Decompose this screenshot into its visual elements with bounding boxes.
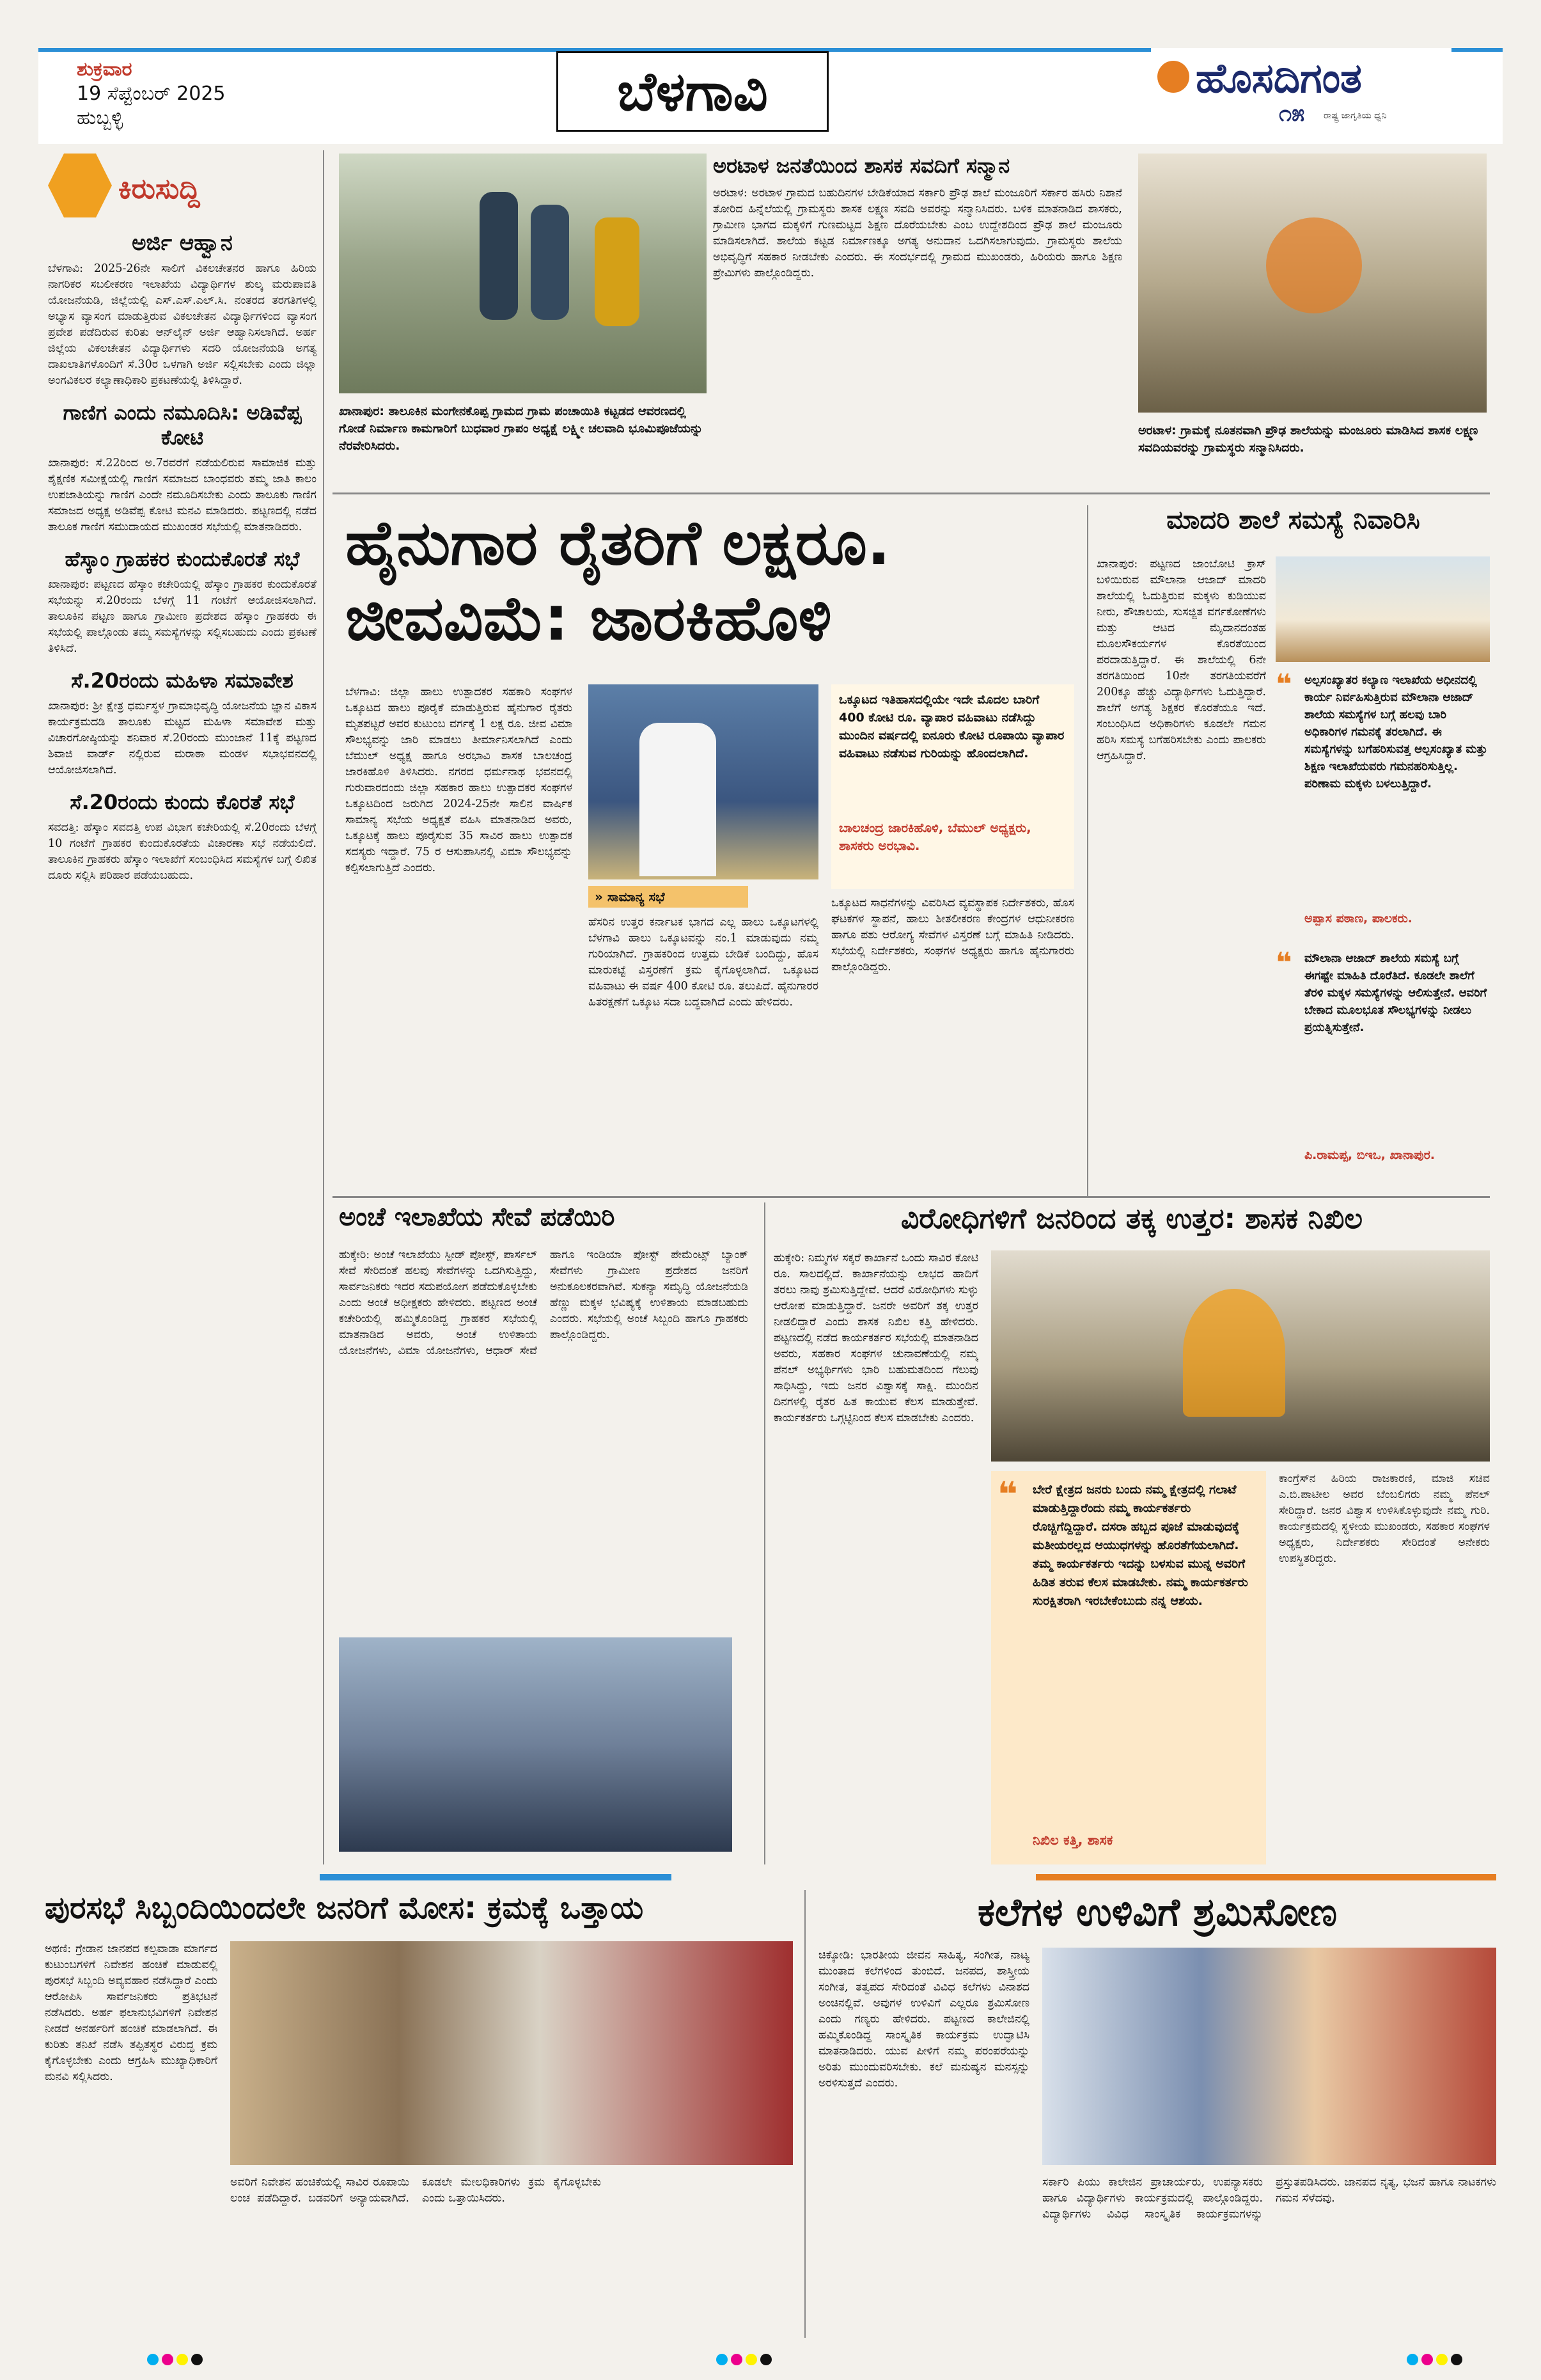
brief-body: ಸವದತ್ತಿ: ಹೆಸ್ಕಾಂ ಸವದತ್ತಿ ಉಪ ವಿಭಾಗ ಕಚೇರಿಯಲ್ಲಿ ಸೆ.20ರಂದು ಬೆಳಗ್ಗೆ 10 ಗಂಟೆಗೆ ಗ್ರಾಹಕರ ಕುಂದುಕೊರತೆಯ ವಿಚಾರಣಾ ಸಭೆ ನಡೆಯಲಿದೆ. ತಾಲೂಕಿನ ಗ್ರಾಹಕರು ಹೆಸ್ಕಾಂ ಇಲಾಖೆಗೆ ಸಂಬಂಧಿಸಿದ ಸಮಸ್ಯೆಗಳ ಬಗ್ಗೆ ಲಿಖಿತ ದೂರು ಸಲ್ಲಿಸಿ ಪರಿಹಾರ ಪಡೆಯಬಹುದು. (48, 821, 317, 882)
quote-text: ಅಲ್ಪಸಂಖ್ಯಾತರ ಕಲ್ಯಾಣ ಇಲಾಖೆಯ ಅಧೀನದಲ್ಲಿ ಕಾರ್ಯ ನಿರ್ವಹಿಸುತ್ತಿರುವ ಮೌಲಾನಾ ಆಜಾದ್ ಶಾಲೆಯ ಸಮಸ್ಯೆಗಳ ಬಗ್ಗೆ ಹಲವು ಬಾರಿ ಅಧಿಕಾರಿಗಳ ಗಮನಕ್ಕೆ ತರಲಾಗಿದೆ. ಈ ಸಮಸ್ಯೆಗಳನ್ನು ಬಗೆಹರಿಸುವತ್ತ ಆಲ್ಪಸಂಖ್ಯಾತ ಮತ್ತು ಶಿಕ್ಷಣ ಇಲಾಖೆಯವರು ಗಮನಹರಿಸುತ್ತಿಲ್ಲ. ಪರಿಣಾಮ ಮಕ್ಕಳು ಬಳಲುತ್ತಿದ್ದಾರೆ. (1304, 674, 1488, 791)
flame-icon (1157, 61, 1189, 93)
column-divider (323, 150, 324, 1864)
nikhil-quote-box (991, 1471, 1266, 1864)
brief-body: ಬೆಳಗಾವಿ: 2025-26ನೇ ಸಾಲಿಗೆ ವಿಕಲಚೇತನರ ಹಾಗೂ ಹಿರಿಯ ನಾಗರಿಕರ ಸಬಲೀಕರಣ ಇಲಾಖೆಯ ವಿದ್ಯಾರ್ಥಿಗಳ ಶುಲ್ಕ ಮರುಪಾವತಿ ಯೋಜನೆಯಡಿ, ಜಿಲ್ಲೆಯಲ್ಲಿ ಎಸ್.ಎಸ್.ಎಲ್.ಸಿ. ನಂತರದ ತರಗತಿಗಳಲ್ಲಿ ಅಭ್ಯಾಸ ವ್ಯಾಸಂಗ ಮಾಡುತ್ತಿರುವ ವಿಕಲಚೇತನ ವಿದ್ಯಾರ್ಥಿಗಳಿಂದ ವ್ಯಾಸಂಗ ಪ್ರವೇಶ ಪಡೆದಿರುವ ಕುರಿತು ಆನ್‌ಲೈನ್ ಅರ್ಜಿ ಆಹ್ವಾನಿಸಲಾಗಿದೆ. ಅರ್ಹ ಜಿಲ್ಲೆಯ ವಿಕಲಚೇತನ ವಿದ್ಯಾರ್ಥಿಗಳು ಸದರಿ ಯೋಜನೆಯಡಿ ಅಗತ್ಯ ದಾಖಲಾತಿಗಳೊಂದಿಗೆ ಸೆ.30ರ ಒಳಗಾಗಿ ಅರ್ಜಿ ಸಲ್ಲಿಸಬೇಕು ಎಂದು ಜಿಲ್ಲಾ ಅಂಗವಿಕಲರ ಕಲ್ಯಾಣಾಧಿಕಾರಿ ಪ್ರಕಟಣೆಯಲ್ಲಿ ತಿಳಿಸಿದ್ದಾರೆ. (48, 262, 317, 387)
tag-arrows-icon: » (595, 889, 607, 904)
quote-icon: ❝ (1276, 668, 1292, 701)
section-rule (332, 1196, 1490, 1198)
weekday: ಶುಕ್ರವಾರ (77, 58, 132, 81)
brief-body: ಖಾನಾಪುರ: ಶ್ರೀ ಕ್ಷೇತ್ರ ಧರ್ಮಸ್ಥಳ ಗ್ರಾಮಾಭಿವೃದ್ಧಿ ಯೋಜನೆಯ ಜ್ಞಾನ ವಿಕಾಸ ಕಾರ್ಯಕ್ರಮದಡಿ ತಾಲೂಕು ಮಟ್ಟದ ಮಹಿಳಾ ಸಮಾವೇಶ ಮತ್ತು ವಿಚಾರಗೋಷ್ಠಿಯನ್ನು ಶನಿವಾರ ಸೆ.20ರಂದು ಮುಂಜಾನೆ 11ಕ್ಕೆ ಪಟ್ಟಣದ ಶಿವಾಜಿ ವಾರ್ಡ್ ನಲ್ಲಿರುವ ಮರಾಠಾ ಮಂಡಳ ಸಭಾಭವನದಲ್ಲಿ ಆಯೋಜಿಸಲಾಗಿದೆ. (48, 700, 317, 776)
photo-caption: ಅರಟಾಳ: ಗ್ರಾಮಕ್ಕೆ ನೂತನವಾಗಿ ಪ್ರೌಢ ಶಾಲೆಯನ್ನು ಮಂಜೂರು ಮಾಡಿಸಿದ ಶಾಸಕ ಲಕ್ಷ್ಮಣ ಸವದಿಯವರನ್ನು ಗ್ರಾಮಸ್ಥರು ಸನ್ಮಾನಿಸಿದರು. (1138, 423, 1478, 455)
nikhil-headline: ವಿರೋಧಿಗಳಿಗೆ ಜನರಿಂದ ತಕ್ಕ ಉತ್ತರ: ಶಾಸಕ ನಿಖಿಲ (901, 1202, 1363, 1235)
municipality-body: ಅಥಣಿ: ಗ್ರೇಡಾನ ಜಾನಪದ ಕಲ್ಪವಾಡಾ ಮಾರ್ಗದ ಕುಟುಂಬಗಳಿಗೆ ನಿವೇಶನ ಹಂಚಿಕೆ ಮಾಡುವಲ್ಲಿ ಪುರಸಭೆ ಸಿಬ್ಬಂದಿ ಅವ್ಯವಹಾರ ನಡೆಸಿದ್ದಾರೆ ಎಂದು ಆರೋಪಿಸಿ ಸಾರ್ವಜನಿಕರು ಪ್ರತಿಭಟನೆ ನಡೆಸಿದರು. ಅರ್ಹ ಫಲಾನುಭವಿಗಳಿಗೆ ನಿವೇಶನ ನೀಡದೆ ಅನರ್ಹರಿಗೆ ಹಂಚಿಕೆ ಮಾಡಲಾಗಿದೆ. ಈ ಕುರಿತು ತನಿಖೆ ನಡೆಸಿ ತಪ್ಪಿತಸ್ಥರ ವಿರುದ್ಧ ಕ್ರಮ ಕೈಗೊಳ್ಳಬೇಕು ಎಂದು ಆಗ್ರಹಿಸಿ ಮುಖ್ಯಾಧಿಕಾರಿಗೆ ಮನವಿ ಸಲ್ಲಿಸಿದರು. (45, 1943, 217, 2083)
photo-caption: ಖಾನಾಪುರ: ತಾಲೂಕಿನ ಮಂಗೇನಕೊಪ್ಪ ಗ್ರಾಮದ ಗ್ರಾಮ ಪಂಚಾಯಿತಿ ಕಟ್ಟಡದ ಆವರಣದಲ್ಲಿ ಗೋಡೆ ನಿರ್ಮಾಣ ಕಾಮಗಾರಿಗೆ ಬುಧವಾರ ಗ್ರಾಪಂ ಅಧ್ಯಕ್ಷೆ ಲಕ್ಷ್ಮೀ ಚಲವಾದಿ ಭೂಮಿಪೂಜೆಯನ್ನು ನೆರವೇರಿಸಿದರು. (339, 404, 703, 453)
quote-attribution: ಅಪ್ಪಾಸ ಪಠಾಣ, ಪಾಲಕರು. (1304, 911, 1412, 926)
photo-meeting (588, 684, 818, 879)
brief-item (48, 400, 317, 535)
edition-place: ಹುಬ್ಬಳ್ಳಿ (77, 107, 123, 129)
photo-felicitation (1138, 154, 1487, 413)
photo-school-building (1276, 556, 1490, 662)
color-bar-orange (1036, 1874, 1496, 1880)
tagline: ರಾಷ್ಟ್ರ ಜಾಗೃತಿಯ ಧ್ವನಿ (1324, 111, 1387, 121)
quote-text: ಬೇರೆ ಕ್ಷೇತ್ರದ ಜನರು ಬಂದು ನಮ್ಮ ಕ್ಷೇತ್ರದಲ್ಲಿ ಗಲಾಟೆ ಮಾಡುತ್ತಿದ್ದಾರೆಂದು ನಮ್ಮ ಕಾರ್ಯಕರ್ತರು ರೊಚ್ಚಿಗೆದ್ದಿದ್ದಾರೆ. ದಸರಾ ಹಬ್ಬದ ಪೂಜೆ ಮಾಡುವುದಕ್ಕೆ ಮತೀಯರಲ್ಲದ ಆಯುಧಗಳನ್ನು ಹೊರತೆಗೆಯಲಾಗಿದೆ. ತಮ್ಮ ಕಾರ್ಯಕರ್ತರು ಇದನ್ನು ಬಳಸುವ ಮುನ್ನ ಅವರಿಗೆ ಹಿಡಿತ ತರುವ ಕೆಲಸ ಮಾಡಬೇಕು. ನಮ್ಮ ಕಾರ್ಯಕರ್ತರು ಸುರಕ್ಷಿತರಾಗಿ ಇರಬೇಕೆಂಬುದು ನನ್ನ ಆಶಯ. (1033, 1483, 1248, 1608)
quote-box-parent (1276, 668, 1490, 926)
school-body: ಖಾನಾಪುರ: ಪಟ್ಟಣದ ಜಾಂಬೋಟಿ ಕ್ರಾಸ್ ಬಳಿಯಿರುವ ಮೌಲಾನಾ ಆಜಾದ್ ಮಾದರಿ ಶಾಲೆಯಲ್ಲಿ ಓದುತ್ತಿರುವ ಮಕ್ಕಳು ಕುಡಿಯುವ ನೀರು, ಶೌಚಾಲಯ, ಸುಸಜ್ಜಿತ ವರ್ಗಕೋಣೆಗಳು ಮತ್ತು ಆಟದ ಮೈದಾನದಂತಹ ಮೂಲಸೌಕರ್ಯಗಳ ಕೊರತೆಯಿಂದ ಪರದಾಡುತ್ತಿದ್ದಾರೆ. ಈ ಶಾಲೆಯಲ್ಲಿ 6ನೇ ತರಗತಿಯಿಂದ 10ನೇ ತರಗತಿಯವರೆಗೆ 200ಕ್ಕೂ ಹೆಚ್ಚು ವಿದ್ಯಾರ್ಥಿಗಳು ಓದುತ್ತಿದ್ದಾರೆ. ಶಾಲೆಗೆ ಅಗತ್ಯ ಶಿಕ್ಷಕರ ಕೊರತೆಯೂ ಇದೆ. ಸಂಬಂಧಿಸಿದ ಅಧಿಕಾರಿಗಳು ಕೂಡಲೇ ಗಮನ ಹರಿಸಿ ಸಮಸ್ಯೆ ಬಗೆಹರಿಸಬೇಕು ಎಂದು ಪಾಲಕರು ಆಗ್ರಹಿಸಿದ್ದಾರೆ. (1097, 558, 1266, 762)
brief-title: ಹೆಸ್ಕಾಂ ಗ್ರಾಹಕರ ಕುಂದುಕೊರತೆ ಸಭೆ (65, 547, 300, 571)
kirusuddi-label: ಕಿರುಸುದ್ದಿ (118, 173, 200, 205)
quote-icon: ❝ (1276, 947, 1292, 979)
quote-icon: ❝ (997, 1474, 1018, 1515)
registration-marks (716, 2354, 775, 2368)
brief-item (48, 230, 317, 389)
brief-item (48, 547, 317, 657)
page-number: ೧೫ (1279, 100, 1305, 127)
column-divider (764, 1202, 765, 1864)
photo-groundbreaking (339, 154, 707, 393)
column-divider (1087, 505, 1088, 1196)
post-headline: ಅಂಚೆ ಇಲಾಖೆಯ ಸೇವೆ ಪಡೆಯಿರಿ (339, 1202, 615, 1232)
registration-marks (1407, 2354, 1466, 2368)
municipality-headline: ಪುರಸಭೆ ಸಿಬ್ಬಂದಿಯಿಂದಲೇ ಜನರಿಗೆ ಮೋಸ: ಕ್ರಮಕ್ಕೆ ಒತ್ತಾಯ (45, 1890, 644, 1926)
quote-attribution: ನಿಖಿಲ ಕತ್ತಿ, ಶಾಸಕ (1033, 1832, 1113, 1848)
brief-item (48, 790, 317, 884)
kirusuddi-list (48, 230, 317, 884)
brief-title: ಅರ್ಜಿ ಆಹ್ವಾನ (132, 230, 233, 256)
registration-marks (147, 2354, 206, 2368)
arts-body-2: ಸರ್ಕಾರಿ ಪಿಯು ಕಾಲೇಜಿನ ಪ್ರಾಚಾರ್ಯರು, ಉಪನ್ಯಾಸಕರು ಹಾಗೂ ವಿದ್ಯಾರ್ಥಿಗಳು ಕಾರ್ಯಕ್ರಮದಲ್ಲಿ ಪಾಲ್ಗೊಂಡಿದ್ದರು. ವಿದ್ಯಾರ್ಥಿಗಳು ವಿವಿಧ ಸಾಂಸ್ಕೃತಿಕ ಕಾರ್ಯಕ್ರಮಗಳನ್ನು ಪ್ರಸ್ತುತಪಡಿಸಿದರು. ಜಾನಪದ ನೃತ್ಯ, ಭಜನೆ ಹಾಗೂ ನಾಟಕಗಳು ಗಮನ ಸೆಳೆದವು. (1042, 2176, 1496, 2221)
photo-tag-label: ಸಾಮಾನ್ಯ ಸಭೆ (607, 889, 665, 904)
story-body: ಅರಟಾಳ: ಅರಟಾಳ ಗ್ರಾಮದ ಬಹುದಿನಗಳ ಬೇಡಿಕೆಯಾದ ಸರ್ಕಾರಿ ಪ್ರೌಢ ಶಾಲೆ ಮಂಜೂರಿಗೆ ಸರ್ಕಾರ ಹಸಿರು ನಿಶಾನೆ ತೋರಿದ ಹಿನ್ನೆಲೆಯಲ್ಲಿ ಗ್ರಾಮಸ್ಥರು ಶಾಸಕ ಲಕ್ಷ್ಮಣ ಸವದಿ ಅವರನ್ನು ಸನ್ಮಾನಿಸಿದರು. ಬಳಿಕ ಮಾತನಾಡಿದ ಶಾಸಕರು, ಗ್ರಾಮೀಣ ಭಾಗದ ಮಕ್ಕಳಿಗೆ ಗುಣಮಟ್ಟದ ಶಿಕ್ಷಣ ದೊರೆಯಬೇಕು ಎಂಬ ಉದ್ದೇಶದಿಂದ ಪ್ರೌಢ ಶಾಲೆ ಮಂಜೂರು ಮಾಡಿಸಲಾಗಿದೆ. ಶಾಲೆಯ ಕಟ್ಟಡ ನಿರ್ಮಾಣಕ್ಕೂ ಅಗತ್ಯ ಅನುದಾನ ಒದಗಿಸಲಾಗುವುದು. ಗ್ರಾಮಸ್ಥರು ಶಾಲೆಯ ಅಭಿವೃದ್ಧಿಗೆ ಸಹಕಾರ ನೀಡಬೇಕು ಎಂದರು. ಈ ಸಂದರ್ಭದಲ್ಲಿ ಗ್ರಾಮದ ಮುಖಂಡರು, ಹಿರಿಯರು ಹಾಗೂ ಶಿಕ್ಷಣ ಪ್ರೇಮಿಗಳು ಪಾಲ್ಗೊಂಡಿದ್ದರು. (713, 187, 1122, 280)
column-divider (804, 1890, 806, 2338)
lead-headline: ಹೈನುಗಾರ ರೈತರಿಗೆ ಲಕ್ಷರೂ. ಜೀವವಿಮೆ: ಜಾರಕಿಹೊಳಿ (345, 507, 891, 654)
photo-protest (230, 1941, 793, 2165)
quote-attribution: ಪಿ.ರಾಮಪ್ಪ, ಬಿಇಒ, ಖಾನಾಪುರ. (1304, 1148, 1435, 1162)
nikhil-body: ಹುಕ್ಕೇರಿ: ನಿಮ್ಮಗಳ ಸಕ್ಕರೆ ಕಾರ್ಖಾನೆ ಒಂದು ಸಾವಿರ ಕೋಟಿ ರೂ. ಸಾಲದಲ್ಲಿದೆ. ಕಾರ್ಖಾನೆಯನ್ನು ಲಾಭದ ಹಾದಿಗೆ ತರಲು ನಾವು ಶ್ರಮಿಸುತ್ತಿದ್ದೇವೆ. ಆದರೆ ವಿರೋಧಿಗಳು ಸುಳ್ಳು ಆರೋಪ ಮಾಡುತ್ತಿದ್ದಾರೆ. ಜನರೇ ಅವರಿಗೆ ತಕ್ಕ ಉತ್ತರ ನೀಡಲಿದ್ದಾರೆ ಎಂದು ಶಾಸಕ ನಿಖಿಲ ಕತ್ತಿ ಹೇಳಿದರು. ಪಟ್ಟಣದಲ್ಲಿ ನಡೆದ ಕಾರ್ಯಕರ್ತರ ಸಭೆಯಲ್ಲಿ ಮಾತನಾಡಿದ ಅವರು, ಸಹಕಾರ ಸಂಘಗಳ ಚುನಾವಣೆಯಲ್ಲಿ ನಮ್ಮ ಪೆನಲ್ ಅಭ್ಯರ್ಥಿಗಳು ಭಾರಿ ಬಹುಮತದಿಂದ ಗೆಲುವು ಸಾಧಿಸಿದ್ದು, ಇದು ಜನರ ವಿಶ್ವಾಸಕ್ಕೆ ಸಾಕ್ಷಿ. ಮುಂದಿನ ದಿನಗಳಲ್ಲಿ ರೈತರ ಹಿತ ಕಾಯುವ ಕೆಲಸ ಮಾಡುತ್ತೇವೆ. ಕಾರ್ಯಕರ್ತರು ಒಗ್ಗಟ್ಟಿನಿಂದ ಕೆಲಸ ಮಾಡಬೇಕು ಎಂದರು. (774, 1252, 978, 1424)
brief-title: ಸೆ.20ರಂದು ಕುಂದು ಕೊರತೆ ಸಭೆ (70, 790, 295, 814)
hand-icon (48, 154, 112, 217)
brief-title: ಸೆ.20ರಂದು ಮಹಿಳಾ ಸಮಾವೇಶ (71, 668, 293, 693)
date-box (77, 58, 226, 130)
post-body: ಹುಕ್ಕೇರಿ: ಅಂಚೆ ಇಲಾಖೆಯು ಸ್ಪೀಡ್ ಪೋಸ್ಟ್, ಪಾರ್ಸಲ್ ಸೇವೆ ಸೇರಿದಂತೆ ಹಲವು ಸೇವೆಗಳನ್ನು ಒದಗಿಸುತ್ತಿದ್ದು, ಸಾರ್ವಜನಿಕರು ಇದರ ಸದುಪಯೋಗ ಪಡೆದುಕೊಳ್ಳಬೇಕು ಎಂದು ಅಂಚೆ ಅಧೀಕ್ಷಕರು ಹೇಳಿದರು. ಪಟ್ಟಣದ ಅಂಚೆ ಕಚೇರಿಯಲ್ಲಿ ಹಮ್ಮಿಕೊಂಡಿದ್ದ ಗ್ರಾಹಕರ ಸಭೆಯಲ್ಲಿ ಮಾತನಾಡಿದ ಅವರು, ಅಂಚೆ ಉಳಿತಾಯ ಯೋಜನೆಗಳು, ವಿಮಾ ಯೋಜನೆಗಳು, ಆಧಾರ್ ಸೇವೆ ಹಾಗೂ ಇಂಡಿಯಾ ಪೋಸ್ಟ್ ಪೇಮೆಂಟ್ಸ್ ಬ್ಯಾಂಕ್ ಸೇವೆಗಳು ಗ್ರಾಮೀಣ ಪ್ರದೇಶದ ಜನರಿಗೆ ಅನುಕೂಲಕರವಾಗಿವೆ. ಸುಕನ್ಯಾ ಸಮೃದ್ಧಿ ಯೋಜನೆಯಡಿ ಹೆಣ್ಣು ಮಕ್ಕಳ ಭವಿಷ್ಯಕ್ಕೆ ಉಳಿತಾಯ ಮಾಡಬಹುದು ಎಂದರು. ಸಭೆಯಲ್ಲಿ ಅಂಚೆ ಸಿಬ್ಬಂದಿ ಹಾಗೂ ಗ್ರಾಹಕರು ಪಾಲ್ಗೊಂಡಿದ್ದರು. (339, 1249, 748, 1357)
section-rule (332, 493, 1490, 494)
section-title: ಬೆಳಗಾವಿ (556, 51, 829, 132)
brand-name: ಹೊಸದಿಗಂತ (1196, 54, 1362, 102)
lead-pullquote (831, 684, 1074, 889)
arts-body: ಚಿಕ್ಕೋಡಿ: ಭಾರತೀಯ ಜೀವನ ಸಾಹಿತ್ಯ, ಸಂಗೀತ, ನಾಟ್ಯ ಮುಂತಾದ ಕಲೆಗಳಿಂದ ತುಂಬಿದೆ. ಜನಪದ, ಶಾಸ್ತ್ರೀಯ ಸಂಗೀತ, ತತ್ವಪದ ಸೇರಿದಂತೆ ವಿವಿಧ ಕಲೆಗಳು ವಿನಾಶದ ಅಂಚಿನಲ್ಲಿವೆ. ಅವುಗಳ ಉಳಿವಿಗೆ ಎಲ್ಲರೂ ಶ್ರಮಿಸೋಣ ಎಂದು ಗಣ್ಯರು ಹೇಳಿದರು. ಪಟ್ಟಣದ ಕಾಲೇಜಿನಲ್ಲಿ ಹಮ್ಮಿಕೊಂಡಿದ್ದ ಸಾಂಸ್ಕೃತಿಕ ಕಾರ್ಯಕ್ರಮ ಉದ್ಘಾಟಿಸಿ ಮಾತನಾಡಿದರು. ಯುವ ಪೀಳಿಗೆ ನಮ್ಮ ಪರಂಪರೆಯನ್ನು ಅರಿತು ಮುಂದುವರಿಸಬೇಕು. ಕಲೆ ಮನುಷ್ಯನ ಮನಸ್ಸನ್ನು ಅರಳಿಸುತ್ತದೆ ಎಂದರು. (818, 1949, 1029, 2090)
lead-body-3: ಒಕ್ಕೂಟದ ಸಾಧನೆಗಳನ್ನು ವಿವರಿಸಿದ ವ್ಯವಸ್ಥಾಪಕ ನಿರ್ದೇಶಕರು, ಹೊಸ ಘಟಕಗಳ ಸ್ಥಾಪನೆ, ಹಾಲು ಶೀತಲೀಕರಣ ಕೇಂದ್ರಗಳ ಆಧುನೀಕರಣ ಹಾಗೂ ಪಶು ಆರೋಗ್ಯ ಸೇವೆಗಳ ವಿಸ್ತರಣೆ ಬಗ್ಗೆ ಮಾಹಿತಿ ನೀಡಿದರು. ಸಭೆಯಲ್ಲಿ ನಿರ್ದೇಶಕರು, ಸಂಘಗಳ ಅಧ್ಯಕ್ಷರು ಹಾಗೂ ಹೈನುಗಾರರು ಪಾಲ್ಗೊಂಡಿದ್ದರು. (831, 897, 1074, 973)
brief-item (48, 668, 317, 778)
brief-title: ಗಾಣಿಗ ಎಂದು ನಮೂದಿಸಿ: ಅಡಿವೆಪ್ಪ ಕೋಟಿ (63, 400, 302, 450)
nikhil-body-2: ಕಾಂಗ್ರೆಸ್‌ನ ಹಿರಿಯ ರಾಜಕಾರಣಿ, ಮಾಜಿ ಸಚಿವ ಎ.ಬಿ.ಪಾಟೀಲ ಅವರ ಬೆಂಬಲಿಗರು ನಮ್ಮ ಪೆನಲ್ ಸೇರಿದ್ದಾರೆ. ಜನರ ವಿಶ್ವಾಸ ಉಳಿಸಿಕೊಳ್ಳುವುದೇ ನಮ್ಮ ಗುರಿ. ಕಾರ್ಯಕ್ರಮದಲ್ಲಿ ಸ್ಥಳೀಯ ಮುಖಂಡರು, ಸಹಕಾರ ಸಂಘಗಳ ಅಧ್ಯಕ್ಷರು, ನಿರ್ದೇಶಕರು ಸೇರಿದಂತೆ ಅನೇಕರು ಉಪಸ್ಥಿತರಿದ್ದರು. (1279, 1472, 1490, 1565)
photo-tag (588, 886, 748, 908)
logo (1151, 48, 1451, 144)
municipality-body-2: ಅವರಿಗೆ ನಿವೇಶನ ಹಂಚಿಕೆಯಲ್ಲಿ ಸಾವಿರ ರೂಪಾಯಿ ಲಂಚ ಪಡೆದಿದ್ದಾರೆ. ಬಡವರಿಗೆ ಅನ್ಯಾಯವಾಗಿದೆ. ಕೂಡಲೇ ಮೇಲಧಿಕಾರಿಗಳು ಕ್ರಮ ಕೈಗೊಳ್ಳಬೇಕು ಎಂದು ಒತ್ತಾಯಿಸಿದರು. (230, 2176, 601, 2205)
brief-body: ಖಾನಾಪುರ: ಪಟ್ಟಣದ ಹೆಸ್ಕಾಂ ಕಚೇರಿಯಲ್ಲಿ ಹೆಸ್ಕಾಂ ಗ್ರಾಹಕರ ಕುಂದುಕೊರತೆ ಸಭೆಯನ್ನು ಸೆ.20ರಂದು ಬೆಳಗ್ಗೆ 11 ಗಂಟೆಗೆ ಆಯೋಜಿಸಲಾಗಿದೆ. ತಾಲೂಕಿನ ಪಟ್ಟಣ ಹಾಗೂ ಗ್ರಾಮೀಣ ಪ್ರದೇಶದ ಹೆಸ್ಕಾಂ ಗ್ರಾಹಕರು ಈ ಸಭೆಯಲ್ಲಿ ಪಾಲ್ಗೊಂಡು ತಮ್ಮ ಸಮಸ್ಯೆಗಳನ್ನು ಸಲ್ಲಿಸಬಹುದು ಎಂದು ಪ್ರಕಟಣೆ ತಿಳಿಸಿದೆ. (48, 578, 317, 655)
color-bar-blue (320, 1874, 671, 1880)
arts-headline: ಕಲೆಗಳ ಉಳಿವಿಗೆ ಶ್ರಮಿಸೋಣ (977, 1890, 1338, 1935)
photo-nikhil (991, 1250, 1490, 1462)
quote-box-official (1276, 947, 1490, 1190)
story-headline: ಅರಟಾಳ ಜನತೆಯಿಂದ ಶಾಸಕ ಸವದಿಗೆ ಸನ್ಮಾನ (713, 154, 1010, 178)
photo-post-office (339, 1637, 732, 1852)
date: 19 ಸೆಪ್ಟೆಂಬರ್ 2025 (77, 83, 226, 105)
brief-body: ಖಾನಾಪುರ: ಸೆ.22ರಿಂದ ಅ.7ರವರೆಗೆ ನಡೆಯಲಿರುವ ಸಾಮಾಜಿಕ ಮತ್ತು ಶೈಕ್ಷಣಿಕ ಸಮೀಕ್ಷೆಯಲ್ಲಿ ಗಾಣಿಗ ಸಮಾಜದ ಬಾಂಧವರು ತಮ್ಮ ಜಾತಿ ಕಾಲಂ ಉಪಜಾತಿಯನ್ನು ಗಾಣಿಗ ಎಂದೇ ನಮೂದಿಸಬೇಕು ಎಂದು ತಾಲೂಕು ಗಾಣಿಗ ಸಮಾಜದ ಅಧ್ಯಕ್ಷ ಅಡಿವೆಪ್ಪ ಕೋಟಿ ಮನವಿ ಮಾಡಿದರು. ಪಟ್ಟಣದಲ್ಲಿ ನಡೆದ ತಾಲೂಕ ಗಾಣಿಗ ಸಮುದಾಯದ ಮುಖಂಡರ ಸಭೆಯಲ್ಲಿ ಮಾತನಾಡಿದರು. (48, 457, 317, 533)
kirusuddi-header (48, 154, 291, 224)
lead-body-1: ಬೆಳಗಾವಿ: ಜಿಲ್ಲಾ ಹಾಲು ಉತ್ಪಾದಕರ ಸಹಕಾರಿ ಸಂಘಗಳ ಒಕ್ಕೂಟದ ಹಾಲು ಪೂರೈಕೆ ಮಾಡುತ್ತಿರುವ ಹೈನುಗಾರ ರೈತರು ಮೃತಪಟ್ಟರೆ ಅವರ ಕುಟುಂಬ ವರ್ಗಕ್ಕೆ 1 ಲಕ್ಷ ರೂ. ಜೀವ ವಿಮಾ ಸೌಲಭ್ಯವನ್ನು ಜಾರಿ ಮಾಡಲು ತೀರ್ಮಾನಿಸಲಾಗಿದೆ ಎಂದು ಬೆಮುಲ್ ಅಧ್ಯಕ್ಷ ಹಾಗೂ ಅರಭಾವಿ ಶಾಸಕ ಬಾಲಚಂದ್ರ ಜಾರಕಿಹೊಳಿ ತಿಳಿಸಿದರು. ನಗರದ ಧರ್ಮನಾಥ ಭವನದಲ್ಲಿ ಗುರುವಾರದಂದು ಜಿಲ್ಲಾ ಸಹಕಾರ ಹಾಲು ಉತ್ಪಾದಕರ ಸಂಘಗಳ ಒಕ್ಕೂಟದಿಂದ ಜರುಗಿದ 2024-25ನೇ ಸಾಲಿನ ವಾರ್ಷಿಕ ಸಾಮಾನ್ಯ ಸಭೆಯ ಅಧ್ಯಕ್ಷತೆ ವಹಿಸಿ ಮಾತನಾಡಿದ ಅವರು, ಒಕ್ಕೂಟಕ್ಕೆ ಹಾಲು ಪೂರೈಸುವ 35 ಸಾವಿರ ಹಾಲು ಉತ್ಪಾದಕ ಸದಸ್ಯರು ಇದ್ದಾರೆ. 75 ರ ಆಸುಪಾಸಿನಲ್ಲಿ ವಿಮಾ ಸೌಲಭ್ಯವನ್ನು ಕಲ್ಪಿಸಲಾಗುತ್ತಿದೆ ಎಂದರು. (345, 686, 572, 874)
pullquote-attribution: ಬಾಲಚಂದ್ರ ಜಾರಕಿಹೊಳಿ, ಬೆಮುಲ್ ಅಧ್ಯಕ್ಷರು, ಶಾಸಕರು ಅರಭಾವಿ. (839, 820, 1031, 853)
photo-cultural-event (1042, 1948, 1496, 2165)
lead-body-2: ಹೆಸರಿನ ಉತ್ತರ ಕರ್ನಾಟಕ ಭಾಗದ ಎಲ್ಲ ಹಾಲು ಒಕ್ಕೂಟಗಳಲ್ಲಿ ಬೆಳಗಾವಿ ಹಾಲು ಒಕ್ಕೂಟವನ್ನು ನಂ.1 ಮಾಡುವುದು ನಮ್ಮ ಗುರಿಯಾಗಿದೆ. ಗ್ರಾಹಕರಿಂದ ಉತ್ತಮ ಬೇಡಿಕೆ ಬಂದಿದ್ದು, ಹೊಸ ಮಾರುಕಟ್ಟೆ ವಿಸ್ತರಣೆಗೆ ಕ್ರಮ ಕೈಗೊಳ್ಳಲಾಗಿದೆ. ಒಕ್ಕೂಟದ ವಹಿವಾಟು ಈ ವರ್ಷ 400 ಕೋಟಿ ರೂ. ತಲುಪಿದೆ. ಹೈನುಗಾರರ ಹಿತರಕ್ಷಣೆಗೆ ಒಕ್ಕೂಟ ಸದಾ ಬದ್ಧವಾಗಿದೆ ಎಂದು ಹೇಳಿದರು. (588, 916, 818, 1009)
pullquote-text: ಒಕ್ಕೂಟದ ಇತಿಹಾಸದಲ್ಲಿಯೇ ಇದೇ ಮೊದಲ ಬಾರಿಗೆ 400 ಕೋಟಿ ರೂ. ವ್ಯಾಪಾರ ವಹಿವಾಟು ನಡೆಸಿದ್ದು ಮುಂದಿನ ವರ್ಷದಲ್ಲಿ ಐನೂರು ಕೋಟಿ ರೂಪಾಯಿ ವ್ಯಾಪಾರ ವಹಿವಾಟು ನಡೆಸುವ ಗುರಿಯನ್ನು ಹೊಂದಲಾಗಿದೆ. (839, 693, 1065, 760)
quote-text: ಮೌಲಾನಾ ಆಜಾದ್ ಶಾಲೆಯ ಸಮಸ್ಯೆ ಬಗ್ಗೆ ಈಗಷ್ಟೇ ಮಾಹಿತಿ ದೊರೆತಿದೆ. ಕೂಡಲೇ ಶಾಲೆಗೆ ತೆರಳಿ ಮಕ್ಕಳ ಸಮಸ್ಯೆಗಳನ್ನು ಆಲಿಸುತ್ತೇನೆ. ಆವರಿಗೆ ಬೇಕಾದ ಮೂಲಭೂತ ಸೌಲಭ್ಯಗಳನ್ನು ನೀಡಲು ಪ್ರಯತ್ನಿಸುತ್ತೇನೆ. (1304, 952, 1487, 1034)
school-headline: ಮಾದರಿ ಶಾಲೆ ಸಮಸ್ಯೆ ನಿವಾರಿಸಿ (1166, 505, 1420, 535)
